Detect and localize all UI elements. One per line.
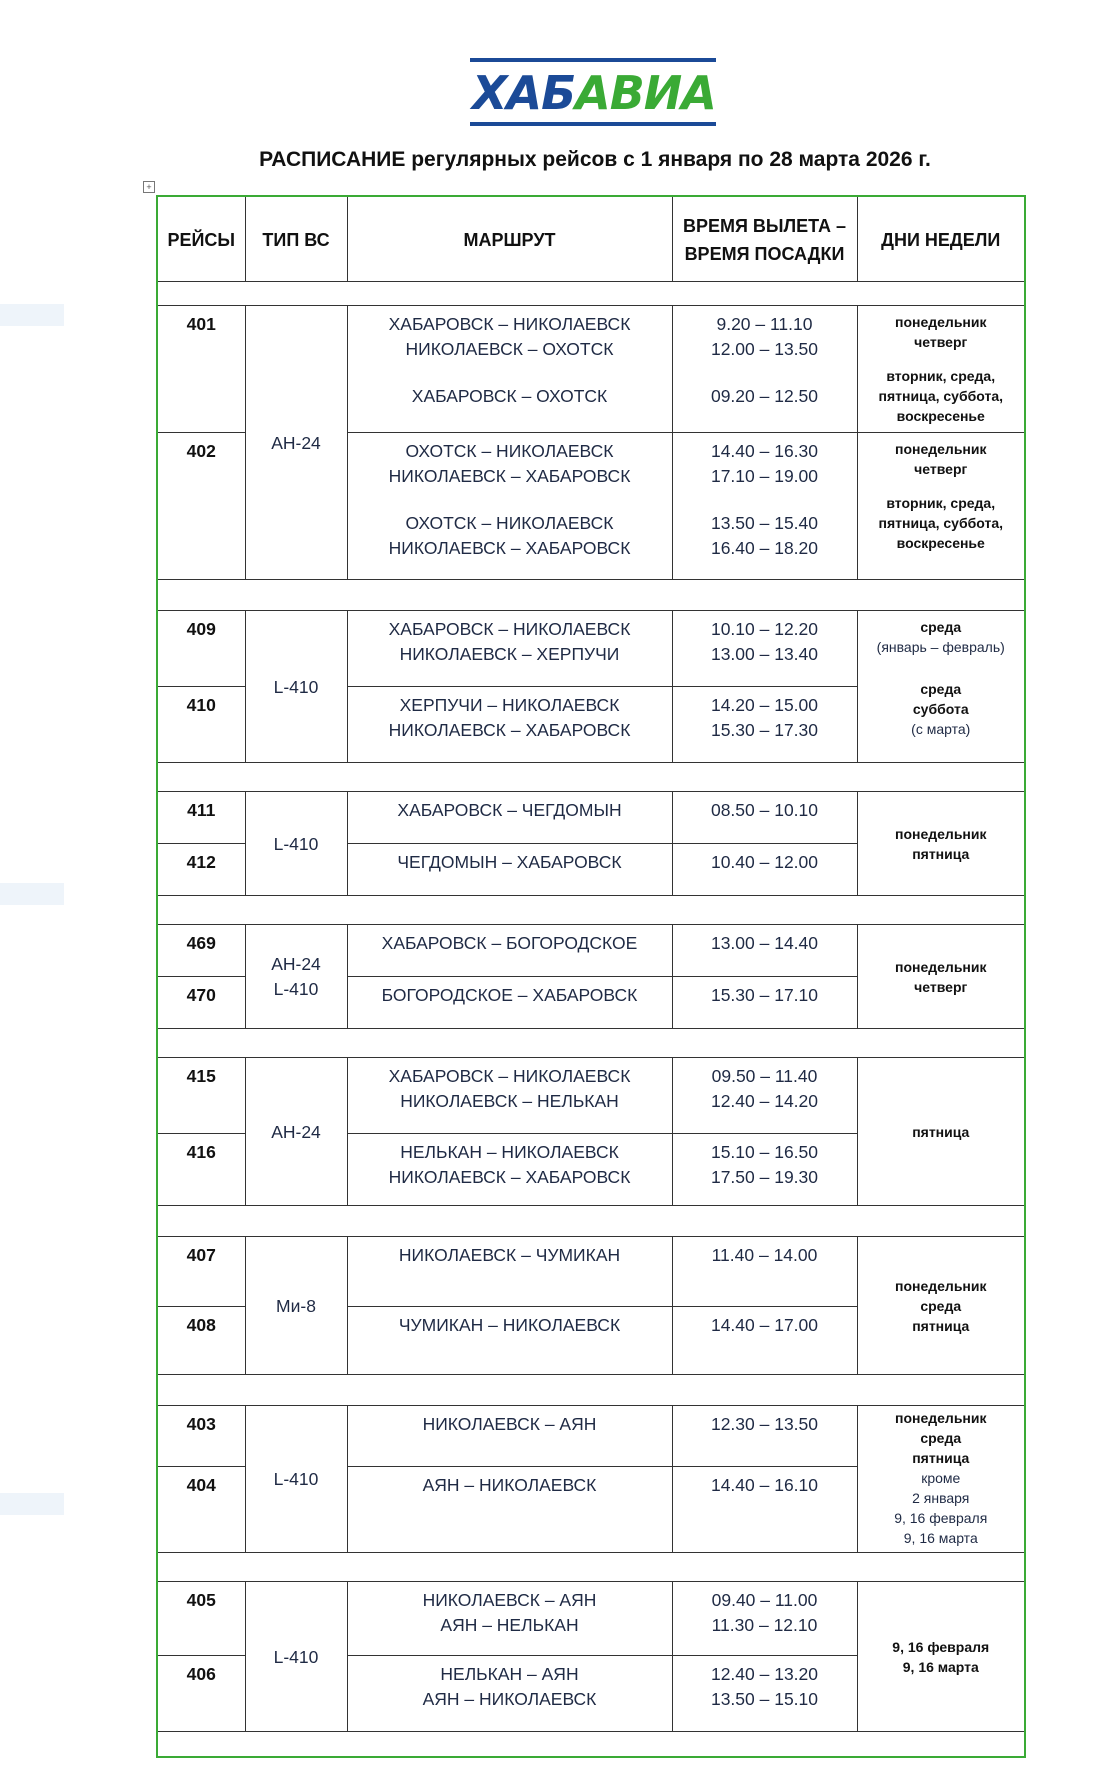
route-cell: ХАБАРОВСК – НИКОЛАЕВСК НИКОЛАЕВСК – ОХОТСК ХАБАРОВСК – ОХОТСК: [347, 305, 672, 432]
flight-number: 469: [157, 924, 245, 976]
days-cell: понедельник четверг вторник, среда, пятница, суббота, воскресенье: [857, 305, 1025, 432]
page-title: РАСПИСАНИЕ регулярных рейсов с 1 января по 28 марта 2026 г.: [259, 148, 931, 171]
time-cell: 09.50 – 11.40 12.40 – 14.20: [672, 1057, 857, 1133]
route-cell: ХАБАРОВСК – ЧЕГДОМЫН: [347, 791, 672, 843]
route-cell: ОХОТСК – НИКОЛАЕВСК НИКОЛАЕВСК – ХАБАРОВСК ОХОТСК – НИКОЛАЕВСК НИКОЛАЕВСК – ХАБАРОВСК: [347, 432, 672, 579]
time-cell: 08.50 – 10.10: [672, 791, 857, 843]
header-aircraft: ТИП ВС: [245, 196, 347, 281]
time-cell: 9.20 – 11.10 12.00 – 13.50 09.20 – 12.50: [672, 305, 857, 432]
flight-number: 401: [157, 305, 245, 432]
days-cell: понедельник четверг: [857, 924, 1025, 1028]
aircraft-type: L-410: [245, 1581, 347, 1731]
days-cell: понедельник среда пятница: [857, 1236, 1025, 1374]
time-cell: 09.40 – 11.00 11.30 – 12.10: [672, 1581, 857, 1655]
aircraft-type: АН-24 L-410: [245, 924, 347, 1028]
time-cell: 12.40 – 13.20 13.50 – 15.10: [672, 1655, 857, 1731]
table-row: [157, 791, 1025, 843]
route-cell: ХЕРПУЧИ – НИКОЛАЕВСК НИКОЛАЕВСК – ХАБАРОВСК: [347, 686, 672, 762]
table-row: [157, 1236, 1025, 1306]
logo-text: ХАБАВИА: [472, 66, 716, 120]
margin-mark: [0, 1493, 64, 1515]
spacer-row: [157, 1028, 1025, 1057]
header-flights: РЕЙСЫ: [157, 196, 245, 281]
route-cell: НИКОЛАЕВСК – АЯН: [347, 1405, 672, 1466]
route-cell: АЯН – НИКОЛАЕВСК: [347, 1466, 672, 1552]
spacer-row: [157, 1552, 1025, 1581]
days-cell: понедельник четверг вторник, среда, пятница, суббота, воскресенье: [857, 432, 1025, 579]
header-time: ВРЕМЯ ВЫЛЕТА – ВРЕМЯ ПОСАДКИ: [672, 196, 857, 281]
time-cell: 14.40 – 17.00: [672, 1306, 857, 1374]
spacer-row: [157, 1731, 1025, 1757]
table-header-row: [157, 196, 1025, 281]
spacer-row: [157, 1374, 1025, 1405]
flight-number: 402: [157, 432, 245, 579]
aircraft-type: L-410: [245, 610, 347, 762]
company-logo: [470, 58, 716, 128]
spacer-row: [157, 895, 1025, 924]
route-cell: НЕЛЬКАН – АЯН АЯН – НИКОЛАЕВСК: [347, 1655, 672, 1731]
route-cell: НИКОЛАЕВСК – АЯН АЯН – НЕЛЬКАН: [347, 1581, 672, 1655]
route-cell: БОГОРОДСКОЕ – ХАБАРОВСК: [347, 976, 672, 1028]
header-days: ДНИ НЕДЕЛИ: [857, 196, 1025, 281]
time-cell: 15.10 – 16.50 17.50 – 19.30: [672, 1133, 857, 1205]
days-cell: пятница: [857, 1057, 1025, 1205]
route-cell: ХАБАРОВСК – БОГОРОДСКОЕ: [347, 924, 672, 976]
flight-number: 411: [157, 791, 245, 843]
time-cell: 11.40 – 14.00: [672, 1236, 857, 1306]
aircraft-type: Ми-8: [245, 1236, 347, 1374]
time-cell: 13.00 – 14.40: [672, 924, 857, 976]
flight-number: 416: [157, 1133, 245, 1205]
route-cell: ХАБАРОВСК – НИКОЛАЕВСК НИКОЛАЕВСК – НЕЛЬКАН: [347, 1057, 672, 1133]
table-move-handle-icon[interactable]: +: [143, 181, 155, 193]
flight-number: 405: [157, 1581, 245, 1655]
spacer-row: [157, 1205, 1025, 1236]
route-cell: ХАБАРОВСК – НИКОЛАЕВСК НИКОЛАЕВСК – ХЕРПУЧИ: [347, 610, 672, 686]
margin-mark: [0, 883, 64, 905]
header-route: МАРШРУТ: [347, 196, 672, 281]
spacer-row: [157, 281, 1025, 305]
table-row: [157, 305, 1025, 432]
spacer-row: [157, 579, 1025, 610]
table-row: [157, 924, 1025, 976]
days-cell: среда (январь – февраль) среда суббота (с марта): [857, 610, 1025, 762]
time-cell: 10.40 – 12.00: [672, 843, 857, 895]
time-cell: 15.30 – 17.10: [672, 976, 857, 1028]
aircraft-type: L-410: [245, 1405, 347, 1552]
route-cell: НИКОЛАЕВСК – ЧУМИКАН: [347, 1236, 672, 1306]
flight-number: 406: [157, 1655, 245, 1731]
table-row: [157, 1405, 1025, 1466]
flight-number: 470: [157, 976, 245, 1028]
table-row: [157, 1581, 1025, 1655]
time-cell: 12.30 – 13.50: [672, 1405, 857, 1466]
logo-bottom-bar: [470, 122, 716, 126]
flight-number: 412: [157, 843, 245, 895]
flight-number: 404: [157, 1466, 245, 1552]
days-cell: 9, 16 февраля 9, 16 марта: [857, 1581, 1025, 1731]
time-cell: 14.20 – 15.00 15.30 – 17.30: [672, 686, 857, 762]
spacer-row: [157, 762, 1025, 791]
aircraft-type: АН-24: [245, 1057, 347, 1205]
time-cell: 14.40 – 16.10: [672, 1466, 857, 1552]
time-cell: 10.10 – 12.20 13.00 – 13.40: [672, 610, 857, 686]
flight-number: 403: [157, 1405, 245, 1466]
flight-number: 415: [157, 1057, 245, 1133]
flight-number: 410: [157, 686, 245, 762]
flight-number: 407: [157, 1236, 245, 1306]
logo-top-bar: [470, 58, 716, 62]
table-row: [157, 1057, 1025, 1133]
route-cell: ЧЕГДОМЫН – ХАБАРОВСК: [347, 843, 672, 895]
time-cell: 14.40 – 16.30 17.10 – 19.00 13.50 – 15.40 16.40 – 18.20: [672, 432, 857, 579]
days-cell: понедельник среда пятница кроме 2 января 9, 16 февраля 9, 16 марта: [857, 1405, 1025, 1552]
aircraft-type: АН-24: [245, 305, 347, 579]
flight-number: 408: [157, 1306, 245, 1374]
flight-number: 409: [157, 610, 245, 686]
route-cell: ЧУМИКАН – НИКОЛАЕВСК: [347, 1306, 672, 1374]
margin-mark: [0, 304, 64, 326]
days-cell: понедельник пятница: [857, 791, 1025, 895]
aircraft-type: L-410: [245, 791, 347, 895]
route-cell: НЕЛЬКАН – НИКОЛАЕВСК НИКОЛАЕВСК – ХАБАРОВСК: [347, 1133, 672, 1205]
schedule-table: [156, 195, 1026, 1758]
table-row: [157, 610, 1025, 686]
